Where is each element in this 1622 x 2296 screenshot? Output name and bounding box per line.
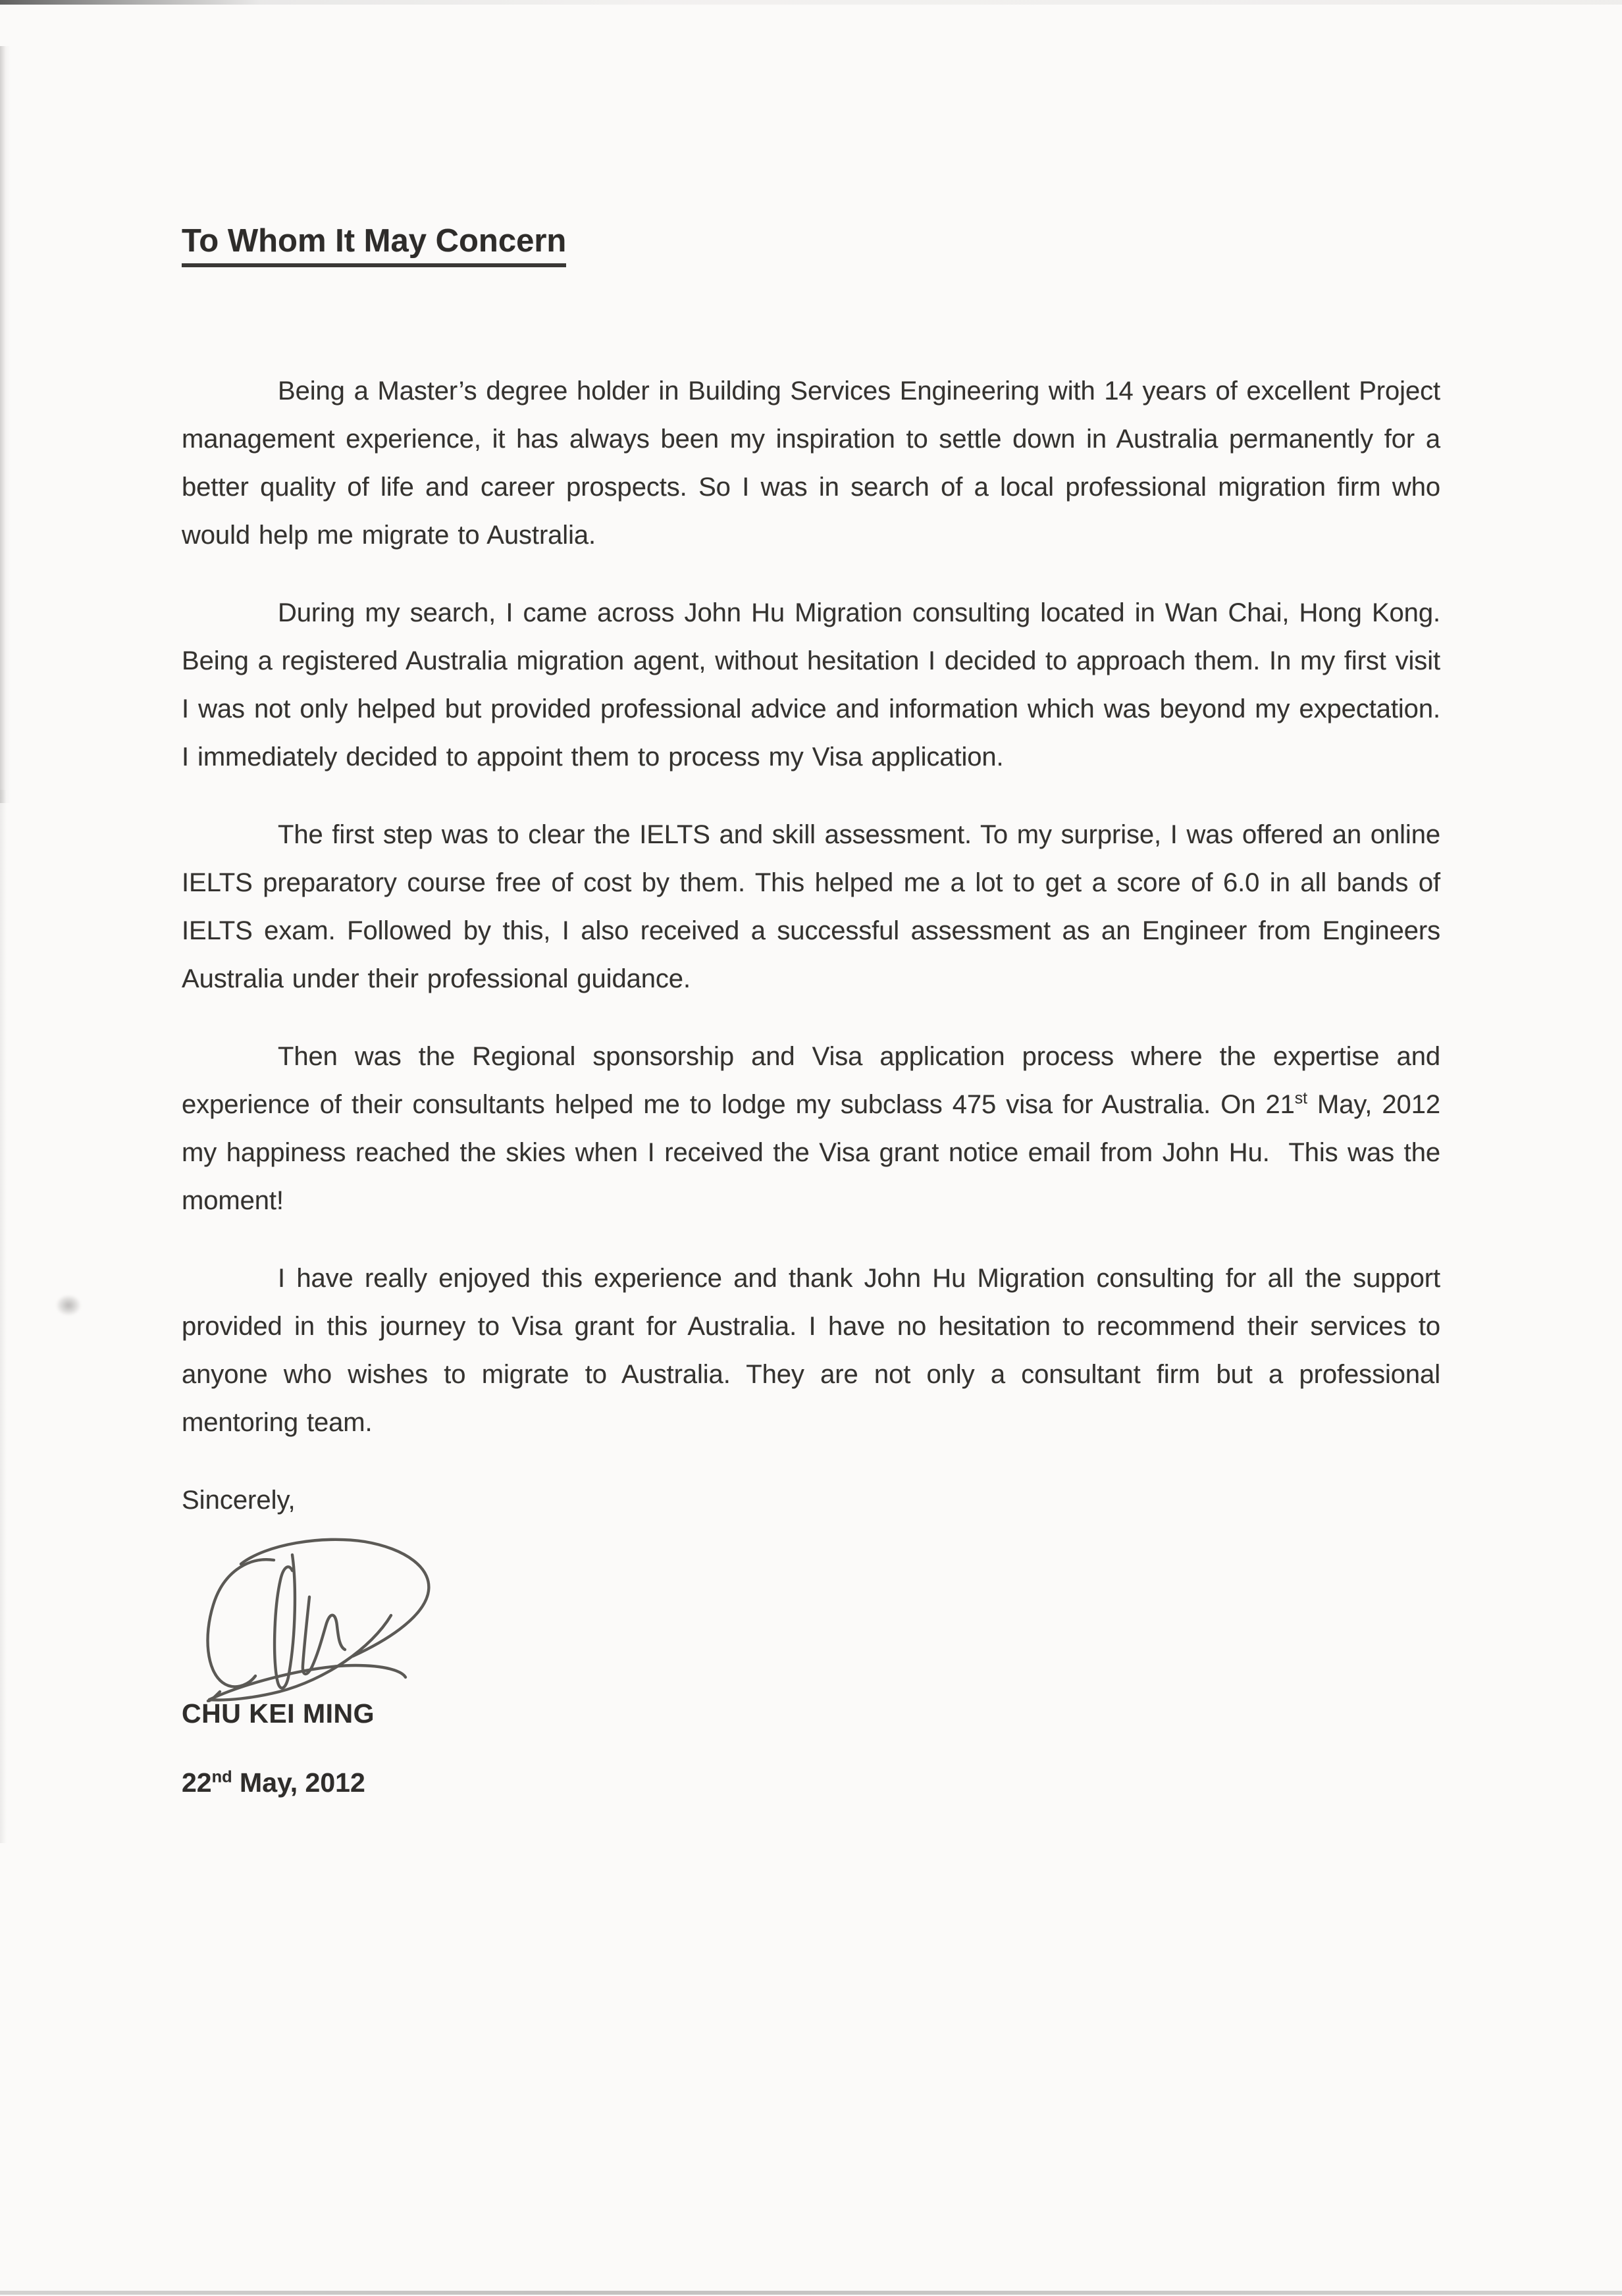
scan-artifact-left-edge <box>0 46 11 803</box>
paragraph-3-text: The first step was to clear the IELTS and skill assessment. To my surprise, I was offered an online IELTS preparatory course free of cost by them. This helped me a lot to get a score of 6.0 in all bands of IELTS exam. Followed by this, I also received a successful assessment as an Engineer from Engineers Australia under their professional guidance. <box>182 820 1440 993</box>
letter-title: To Whom It May Concern <box>182 222 566 267</box>
scan-artifact-top-edge <box>0 0 1622 5</box>
signature-image <box>167 1536 477 1702</box>
paragraph-1 <box>182 367 1440 560</box>
signatory-name: CHU KEI MING <box>182 1698 375 1729</box>
paragraph-4 <box>182 1033 1440 1225</box>
letter-date <box>182 1767 1440 1798</box>
paragraph-1-text: Being a Master’s degree holder in Building Services Engineering with 14 years of excellent Project management experience, it has always been my inspiration to settle down in Australia permanently for a better quality of life and career prospects. So I was in search of a local professional migration firm who would help me migrate to Australia. <box>182 377 1440 550</box>
scan-artifact-smudge <box>57 1295 80 1315</box>
scan-artifact-left-edge-soft <box>0 790 7 1843</box>
paragraph-2-text: During my search, I came across John Hu Migration consulting located in Wan Chai, Hong Kong. Being a registered Australia migration agent, without hesitation I decided to approach them. In my first visit I was not only helped but provided professional advice and information which was beyond my expectation. I immediately decided to appoint them to process my Visa application. <box>182 598 1440 771</box>
ordinal-superscript-nd: nd <box>211 1767 232 1787</box>
date-rest: May, 2012 <box>232 1767 365 1798</box>
closing-salutation: Sincerely, <box>182 1486 296 1515</box>
scan-artifact-bottom-edge <box>0 2291 1622 2295</box>
paragraph-5-text: I have really enjoyed this experience and thank John Hu Migration consulting for all the support provided in this journey to Visa grant for Australia. I have no hesitation to recommend their services to anyone who wishes to migrate to Australia. They are not only a consultant firm but a professional mentoring team. <box>182 1264 1440 1437</box>
ordinal-superscript-st: st <box>1294 1089 1307 1108</box>
paragraph-4-text-before: Then was the Regional sponsorship and Visa application process where the expertise and experience of their consultants helped me to lodge my subclass 475 visa for Australia. On 21 <box>182 1042 1440 1119</box>
letter-body <box>182 367 1440 1447</box>
paragraph-5 <box>182 1255 1440 1447</box>
paragraph-4-text-after: May, 2012 my happiness reached the skies when I received the Visa grant notice email from John Hu. This was the moment! <box>182 1090 1440 1215</box>
date-day: 22 <box>182 1767 212 1798</box>
letter-content <box>182 222 1440 1798</box>
paragraph-3 <box>182 811 1440 1003</box>
paragraph-2 <box>182 589 1440 781</box>
handwritten-signature <box>167 1536 477 1702</box>
